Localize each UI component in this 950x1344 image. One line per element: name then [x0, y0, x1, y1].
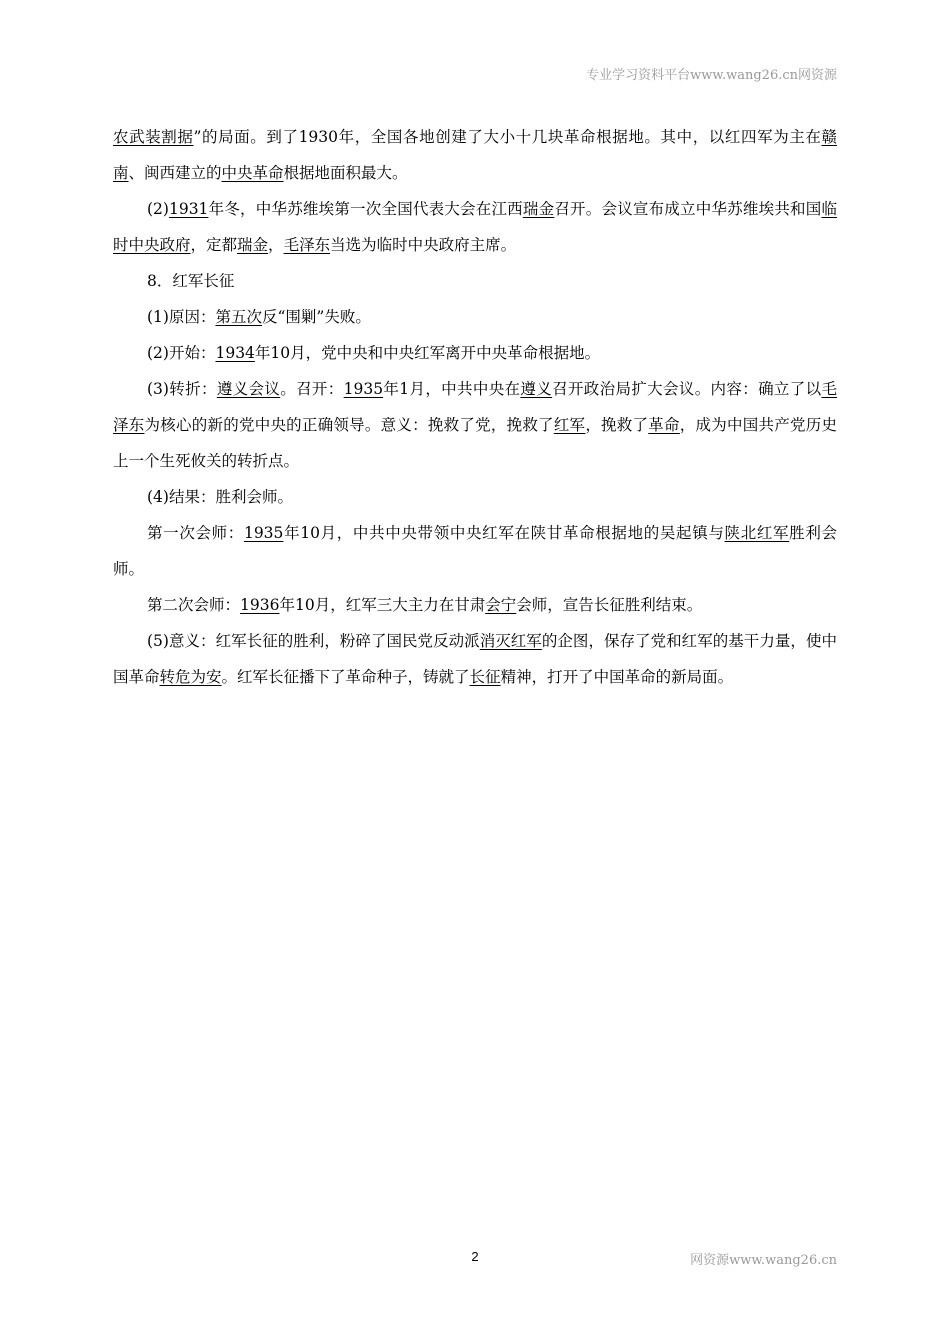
underlined-answer: 1931 — [168, 200, 209, 218]
text-segment: 年10月，中共中央带领中央红军在陕甘革命根据地的吴起镇与 — [283, 524, 725, 542]
paragraph — [113, 479, 837, 515]
text-segment: (2) — [147, 200, 169, 218]
text-segment: 会师，宣告长征胜利结束。 — [516, 596, 703, 614]
text-segment: 第二次会师： — [147, 596, 241, 614]
underlined-answer: 瑞金 — [522, 200, 555, 218]
text-segment: 的企图，保存了党和红军的基干力量，使中国革命 — [113, 632, 837, 686]
paragraph — [113, 515, 837, 587]
text-segment: 年10月，党中央和中央红军离开中央革命根据地。 — [254, 344, 601, 362]
text-segment: 胜利会师。 — [113, 524, 837, 578]
text-segment: (5)意义：红军长征的胜利，粉碎了国民党反动派 — [147, 632, 480, 650]
underlined-answer: 农武装割据 — [113, 128, 194, 146]
text-segment: 根据地面积最大。 — [283, 164, 408, 182]
underlined-answer: 瑞金 — [237, 236, 269, 254]
paragraph — [113, 299, 837, 335]
underlined-answer: 中央革命 — [221, 164, 284, 182]
underlined-answer: 革命 — [648, 416, 680, 434]
underlined-answer: 毛泽东 — [113, 380, 837, 434]
text-segment: 年10月，红军三大主力在甘肃 — [279, 596, 486, 614]
text-segment: (1)原因： — [147, 308, 216, 326]
underlined-answer: 1934 — [215, 344, 255, 362]
text-segment: 召开。会议宣布成立中华苏维埃共和国 — [554, 200, 822, 218]
underlined-answer: 1935 — [343, 380, 384, 398]
underlined-answer: 消灭红军 — [479, 632, 542, 650]
text-segment: 8．红军长征 — [147, 272, 235, 290]
text-segment: (3)转折： — [147, 380, 217, 398]
underlined-answer: 毛泽东 — [283, 236, 331, 254]
text-segment: (2)开始： — [147, 344, 216, 362]
text-segment: 年1月，中共中央在 — [383, 380, 521, 398]
page-number: 2 — [471, 1249, 479, 1264]
text-segment: 。红军长征播下了革命种子，铸就了 — [221, 668, 470, 686]
text-segment: ”的局面。到了1930年，全国各地创建了大小十几块革命根据地。其中，以红四军为主在 — [193, 128, 822, 146]
paragraph — [113, 623, 837, 695]
text-segment: ，挽救了 — [585, 416, 649, 434]
text-segment: ，定都 — [190, 236, 238, 254]
text-segment: 为核心的新的党中央的正确领导。意义：挽救了党，挽救了 — [144, 416, 554, 434]
underlined-answer: 临时中央政府 — [113, 200, 837, 254]
text-segment: 第一次会师： — [147, 524, 244, 542]
text-segment: 。召开： — [280, 380, 344, 398]
paragraph — [113, 587, 837, 623]
text-segment: (4)结果：胜利会师。 — [147, 488, 293, 506]
underlined-answer: 长征 — [469, 668, 501, 686]
header-site-text: 专业学习资料平台www.wang26.cn网资源 — [586, 68, 837, 83]
underlined-answer: 红军 — [553, 416, 586, 434]
text-segment: 当选为临时中央政府主席。 — [330, 236, 517, 254]
underlined-answer: 会宁 — [485, 596, 517, 614]
text-segment: 年冬，中华苏维埃第一次全国代表大会在江西 — [208, 200, 523, 218]
paragraph — [113, 191, 837, 263]
underlined-answer: 赣南 — [113, 128, 837, 182]
text-segment: 精神，打开了中国革命的新局面。 — [500, 668, 734, 686]
document-body — [113, 119, 837, 695]
text-segment: 反“围剿”失败。 — [261, 308, 371, 326]
text-segment: ， — [268, 236, 284, 254]
underlined-answer: 遵义会议 — [216, 380, 281, 398]
underlined-answer: 转危为安 — [159, 668, 222, 686]
underlined-answer: 1935 — [243, 524, 284, 542]
footer-site-text: 网资源www.wang26.cn — [690, 1253, 837, 1268]
text-segment: 召开政治局扩大会议。内容：确立了以 — [552, 380, 822, 398]
paragraph — [113, 263, 837, 299]
paragraph — [113, 371, 837, 479]
paragraph — [113, 119, 837, 191]
underlined-answer: 第五次 — [215, 308, 262, 326]
paragraph — [113, 335, 837, 371]
text-segment: ，成为中国共产党历史上一个生死攸关的转折点。 — [113, 416, 837, 470]
underlined-answer: 1936 — [240, 596, 280, 614]
text-segment: 、闽西建立的 — [128, 164, 222, 182]
underlined-answer: 陕北红军 — [724, 524, 790, 542]
underlined-answer: 遵义 — [520, 380, 553, 398]
